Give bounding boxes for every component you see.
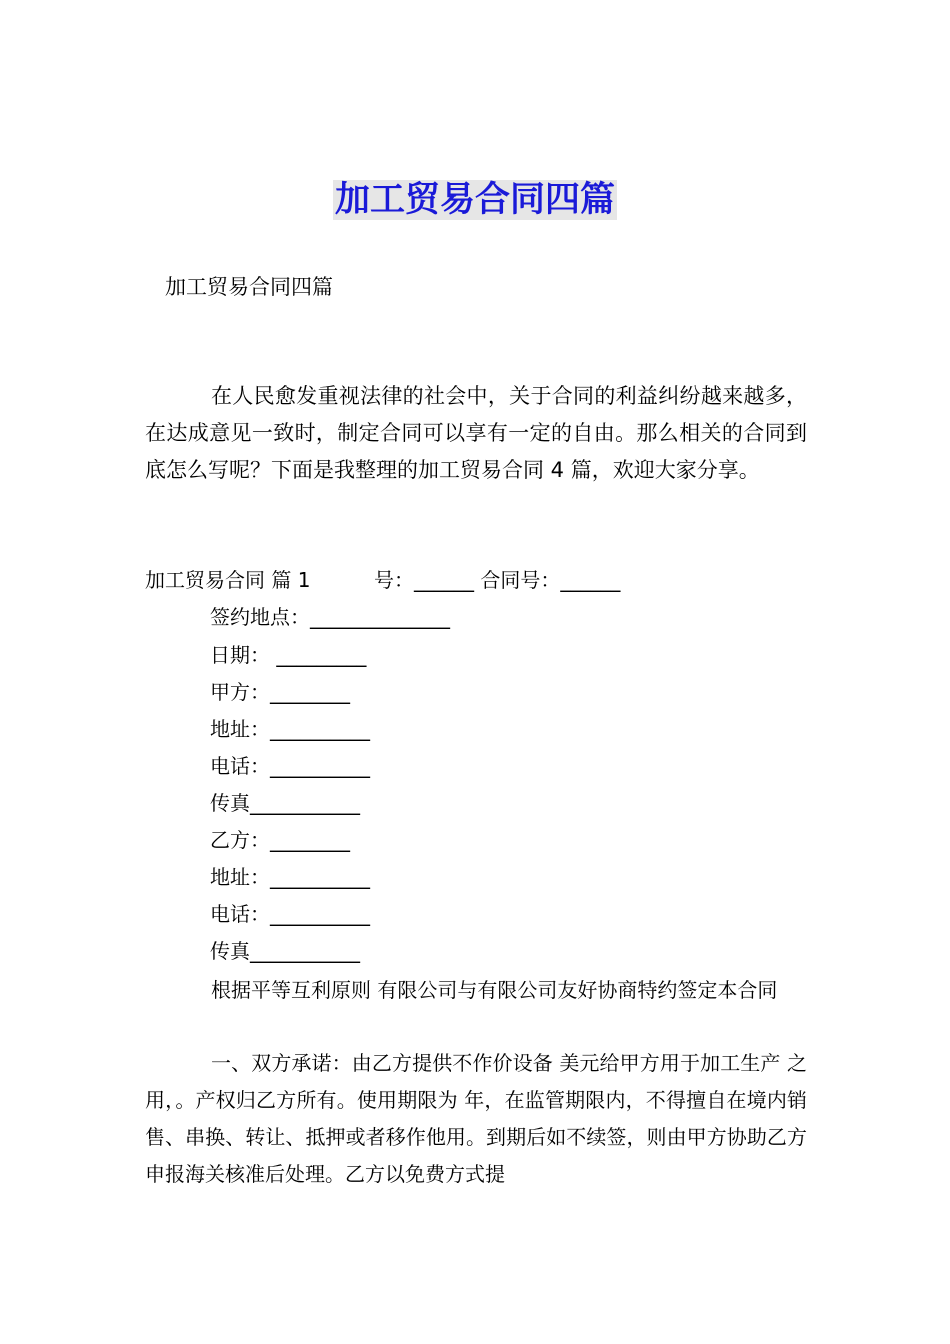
document-title: 加工贸易合同四篇 [334,180,615,220]
field-fax-b: 传真___________ [210,939,360,963]
clause-1-paragraph: 一、双方承诺：由乙方提供不作价设备 美元给甲方用于加工生产 之用，。产权归乙方所有。使用期限为 年，在监管期限内，不得擅自在境内销售、串换、转让、抵押或者移作他用。到期后如不续签，则由甲方协助乙方申报海关核准后处理。乙方以免费方式提 [145,1051,807,1186]
field-phone-b: 电话：__________ [210,902,370,926]
field-party-a: 甲方：________ [210,680,350,704]
field-fax-a: 传真___________ [210,791,360,815]
intro-paragraph: 在人民愈发重视法律的社会中，关于合同的利益纠纷越来越多，在达成意见一致时，制定合同可以享有一定的自由。那么相关的合同到底怎么写呢？下面是我整理的加工贸易合同 4 篇，欢迎大家分享。 [145,384,807,482]
field-address-a: 地址：__________ [210,717,370,741]
field-party-b: 乙方：________ [210,828,350,852]
field-phone-a: 电话：__________ [210,754,370,778]
contract-heading: 加工贸易合同 篇 1 号：______ 合同号：______ [145,568,621,592]
field-signing-place: 签约地点：______________ [210,605,450,629]
document-subtitle: 加工贸易合同四篇 [165,275,333,299]
field-address-b: 地址：__________ [210,865,370,889]
principle-paragraph: 根据平等互利原则 有限公司与有限公司友好协商特约签定本合同 [211,978,778,1002]
field-date: 日期： _________ [210,643,367,667]
